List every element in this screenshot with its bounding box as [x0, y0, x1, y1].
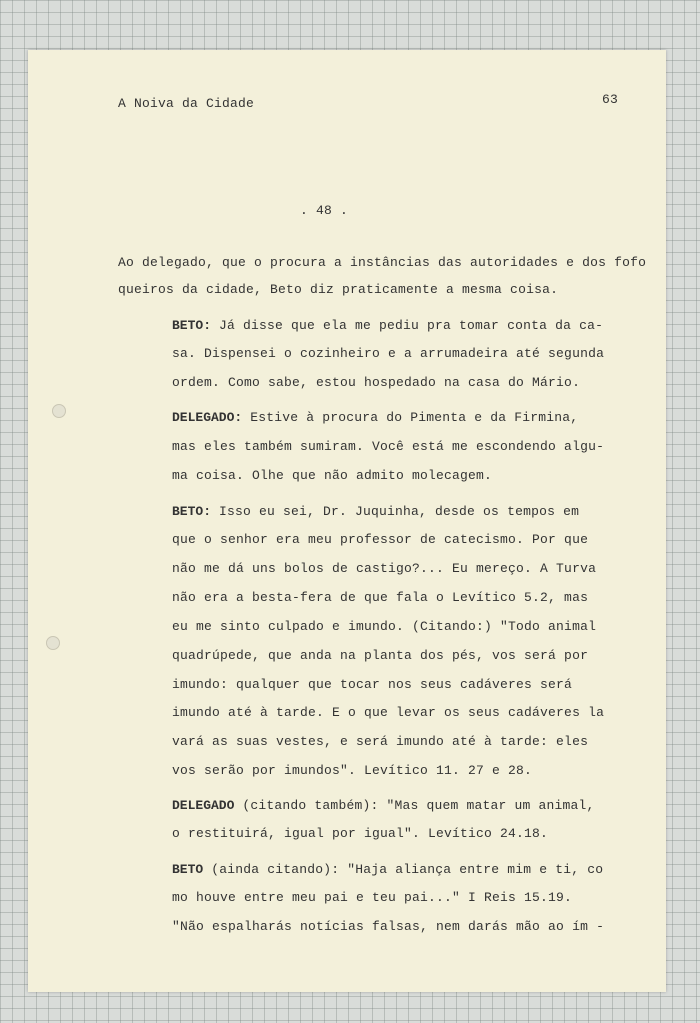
page-number: 63 [602, 92, 619, 107]
dialogue-line: não era a besta-fera de que fala o Levítico 5.2, mas [172, 590, 589, 605]
running-header-title: A Noiva da Cidade [118, 96, 255, 111]
speaker-name: BETO [172, 862, 204, 877]
dialogue-line: DELEGADO: Estive à procura do Pimenta e da Firmina, [172, 410, 579, 425]
dialogue-line: sa. Dispensei o cozinheiro e a arrumadeira até segunda [172, 346, 605, 361]
punch-hole-top [52, 404, 66, 418]
dialogue-line: o restituirá, igual por igual". Levítico 24.18. [172, 826, 549, 841]
dialogue-line: mo houve entre meu pai e teu pai..." I Reis 15.19. [172, 890, 573, 905]
dialogue-line: vará as suas vestes, e será imundo até à tarde: eles [172, 734, 589, 749]
dialogue-line: BETO: Isso eu sei, Dr. Juquinha, desde os tempos em [172, 504, 580, 519]
dialogue-line: imundo: qualquer que tocar nos seus cadáveres será [172, 677, 573, 692]
dialogue-line: que o senhor era meu professor de catecismo. Por que [172, 532, 589, 547]
dialogue-line: vos serão por imundos". Levítico 11. 27 e 28. [172, 763, 533, 778]
intro-line: Ao delegado, que o procura a instâncias das autoridades e dos fofo [118, 255, 647, 270]
intro-line: queiros da cidade, Beto diz praticamente a mesma coisa. [118, 282, 559, 297]
dialogue-line: ordem. Como sabe, estou hospedado na casa do Mário. [172, 375, 581, 390]
dialogue-line: DELEGADO (citando também): "Mas quem matar um animal, [172, 798, 595, 813]
punch-hole-bottom [46, 636, 60, 650]
scene-number: . 48 . [300, 203, 349, 218]
dialogue-line: quadrúpede, que anda na planta dos pés, vos será por [172, 648, 589, 663]
dialogue-line: não me dá uns bolos de castigo?... Eu mereço. A Turva [172, 561, 597, 576]
dialogue-line: BETO: Já disse que ela me pediu pra tomar conta da ca- [172, 318, 604, 333]
dialogue-line: ma coisa. Olhe que não admito molecagem. [172, 468, 493, 483]
dialogue-line: imundo até à tarde. E o que levar os seus cadáveres la [172, 705, 605, 720]
speaker-name: BETO: [172, 318, 212, 333]
speaker-name: DELEGADO: [172, 410, 243, 425]
dialogue-line: mas eles também sumiram. Você está me escondendo algu- [172, 439, 605, 454]
dialogue-line: eu me sinto culpado e imundo. (Citando:) "Todo animal [172, 619, 597, 634]
dialogue-line: BETO (ainda citando): "Haja aliança entre mim e ti, co [172, 862, 604, 877]
typewritten-page [28, 50, 666, 992]
speaker-name: BETO: [172, 504, 212, 519]
dialogue-line: "Não espalharás notícias falsas, nem darás mão ao ím - [172, 919, 605, 934]
speaker-name: DELEGADO [172, 798, 235, 813]
